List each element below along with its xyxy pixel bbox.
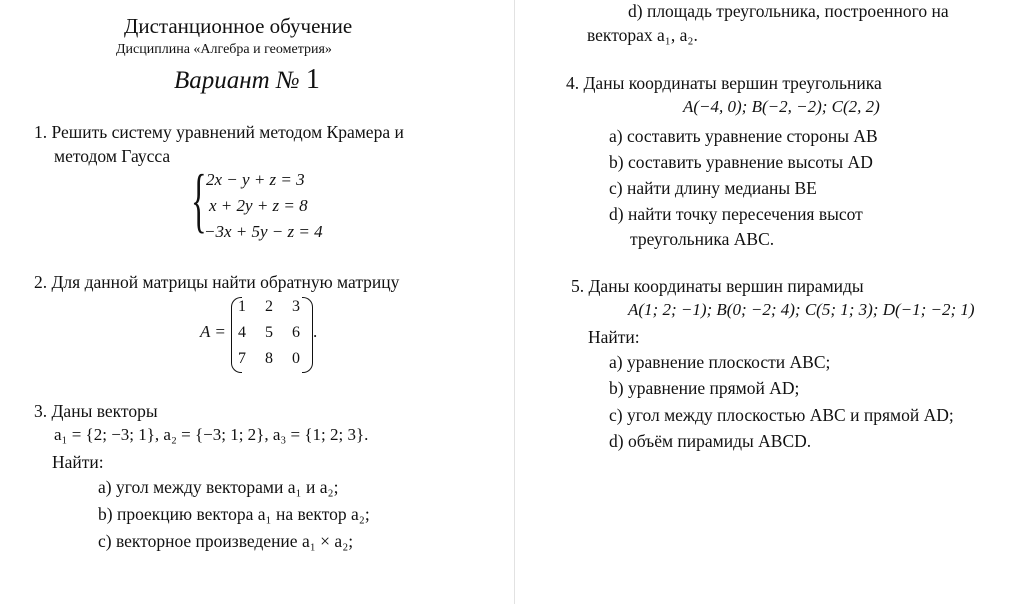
task3-vectors: a₁ = {2; −3; 1}, a₂ = {−3; 1; 2}, a₃ = {1; 2; 3}. (54, 425, 369, 444)
matrix-cell: 1 (238, 298, 246, 315)
equation-2: x + 2y + z = 8 (209, 196, 308, 215)
matrix-name: A = (200, 322, 226, 341)
task3-item-d-line2: векторах a₁, a₂. (587, 25, 698, 45)
matrix-cell: 7 (238, 350, 246, 367)
task5-item-d: d) объём пирамиды ABCD. (609, 431, 812, 451)
matrix-period: . (313, 322, 318, 341)
page-divider (514, 0, 515, 604)
task3-item-d-line1: d) площадь треугольника, построенного на (628, 1, 949, 21)
task3-text: 3. Даны векторы (34, 401, 158, 421)
task4-text: 4. Даны координаты вершин треугольника (566, 73, 882, 93)
discipline-label: Дисциплина «Алгебра и геометрия» (116, 42, 332, 57)
matrix-cell: 8 (265, 350, 273, 367)
task1-text-line1: 1. Решить систему уравнений методом Крамера и (34, 122, 404, 142)
task3-item-a: a) угол между векторами a₁ и a₂; (98, 477, 339, 497)
task5-item-a: a) уравнение плоскости ABC; (609, 352, 831, 372)
matrix-cell: 6 (292, 324, 300, 341)
variant-number: 1 (305, 64, 320, 95)
page-title: Дистанционное обучение (124, 14, 353, 38)
task4-item-c: c) найти длину медианы BE (609, 178, 817, 198)
task4-item-a: a) составить уравнение стороны AB (609, 126, 878, 146)
task5-text: 5. Даны координаты вершин пирамиды (571, 276, 864, 296)
task5-item-b: b) уравнение прямой AD; (609, 378, 800, 398)
task5-item-c: c) угол между плоскостью ABC и прямой AD; (609, 405, 954, 425)
matrix-cell: 3 (292, 298, 300, 315)
task4-coords: A(−4, 0); B(−2, −2); C(2, 2) (683, 97, 880, 116)
task5-find: Найти: (588, 327, 640, 347)
task4-item-b: b) составить уравнение высоты AD (609, 152, 873, 172)
task4-item-d-line2: треугольника ABC. (630, 229, 775, 249)
equation-3: −3x + 5y − z = 4 (204, 222, 323, 241)
task3-item-b: b) проекцию вектора a₁ на вектор a₂; (98, 504, 370, 524)
task1-text-line2: методом Гаусса (54, 146, 171, 166)
variant-label: Вариант № (174, 67, 300, 94)
task3-item-c: c) векторное произведение a₁ × a₂; (98, 531, 354, 551)
task2-text: 2. Для данной матрицы найти обратную матрицу (34, 272, 400, 292)
equation-1: 2x − y + z = 3 (206, 170, 305, 189)
task3-find: Найти: (52, 452, 104, 472)
variant-heading (174, 64, 320, 96)
task5-coords: A(1; 2; −1); B(0; −2; 4); C(5; 1; 3); D(−1; −2; 1) (628, 300, 975, 319)
matrix-cell: 0 (292, 350, 300, 367)
matrix-cell: 4 (238, 324, 246, 341)
matrix-cell: 5 (265, 324, 273, 341)
system-brace: { (191, 160, 207, 240)
matrix-cell: 2 (265, 298, 273, 315)
task4-item-d-line1: d) найти точку пересечения высот (609, 204, 863, 224)
